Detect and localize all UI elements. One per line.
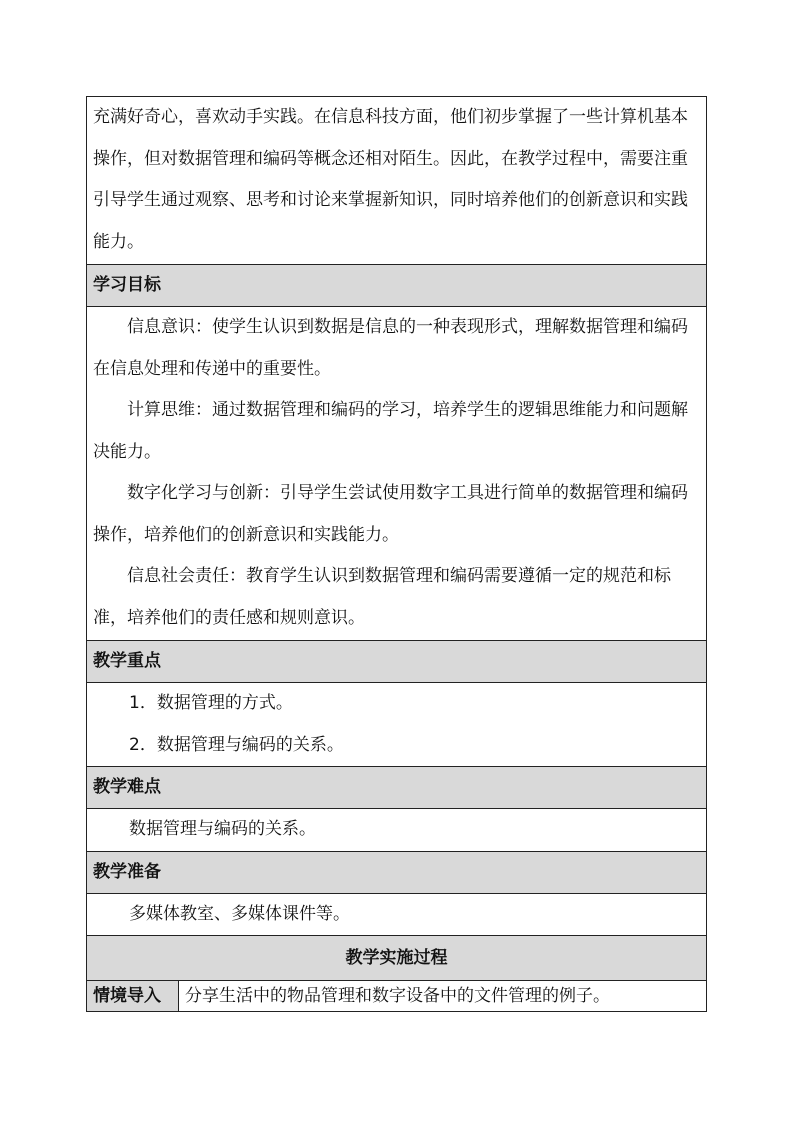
intro-paragraph: 充满好奇心，喜欢动手实践。在信息科技方面，他们初步掌握了一些计算机基本操作，但对数据管理和编码等概念还相对陌生。因此，在教学过程中，需要注重引导学生通过观察、思考和讨论来掌握新知识，同时培养他们的创新意识和实践能力。	[93, 107, 688, 252]
lesson-plan-table	[86, 96, 707, 1012]
intro-row	[87, 97, 707, 265]
difficult-points-header-row	[87, 767, 707, 809]
objective-item: 计算思维：通过数据管理和编码的学习，培养学生的逻辑思维能力和问题解决能力。	[93, 400, 688, 462]
process-row	[87, 981, 707, 1012]
process-header-row	[87, 936, 707, 981]
difficult-points-heading: 教学难点	[93, 777, 161, 797]
difficult-points-row	[87, 809, 707, 852]
preparation-row	[87, 893, 707, 936]
key-points-row	[87, 683, 707, 767]
process-step-text: 分享生活中的物品管理和数字设备中的文件管理的例子。	[179, 981, 707, 1012]
preparation-text: 多媒体教室、多媒体课件等。	[129, 903, 350, 924]
key-points-header-row	[87, 641, 707, 683]
objectives-row	[87, 307, 707, 641]
objective-item: 信息社会责任：教育学生认识到数据管理和编码需要遵循一定的规范和标准，培养他们的责任感和规则意识。	[93, 566, 671, 628]
key-points-heading: 教学重点	[93, 651, 161, 671]
objectives-heading: 学习目标	[93, 275, 161, 295]
preparation-heading: 教学准备	[93, 861, 161, 882]
objective-item: 数字化学习与创新：引导学生尝试使用数字工具进行简单的数据管理和编码操作，培养他们的创新意识和实践能力。	[93, 483, 688, 545]
objective-item: 信息意识：使学生认识到数据是信息的一种表现形式，理解数据管理和编码在信息处理和传递中的重要性。	[93, 317, 688, 379]
process-step-label: 情境导入	[87, 981, 179, 1012]
objectives-header-row	[87, 265, 707, 307]
difficult-point-text: 数据管理与编码的关系。	[129, 819, 316, 839]
process-heading: 教学实施过程	[345, 948, 448, 968]
key-point-item: 2．数据管理与编码的关系。	[129, 734, 344, 755]
preparation-header-row	[87, 851, 707, 893]
key-point-item: 1．数据管理的方式。	[129, 693, 293, 713]
